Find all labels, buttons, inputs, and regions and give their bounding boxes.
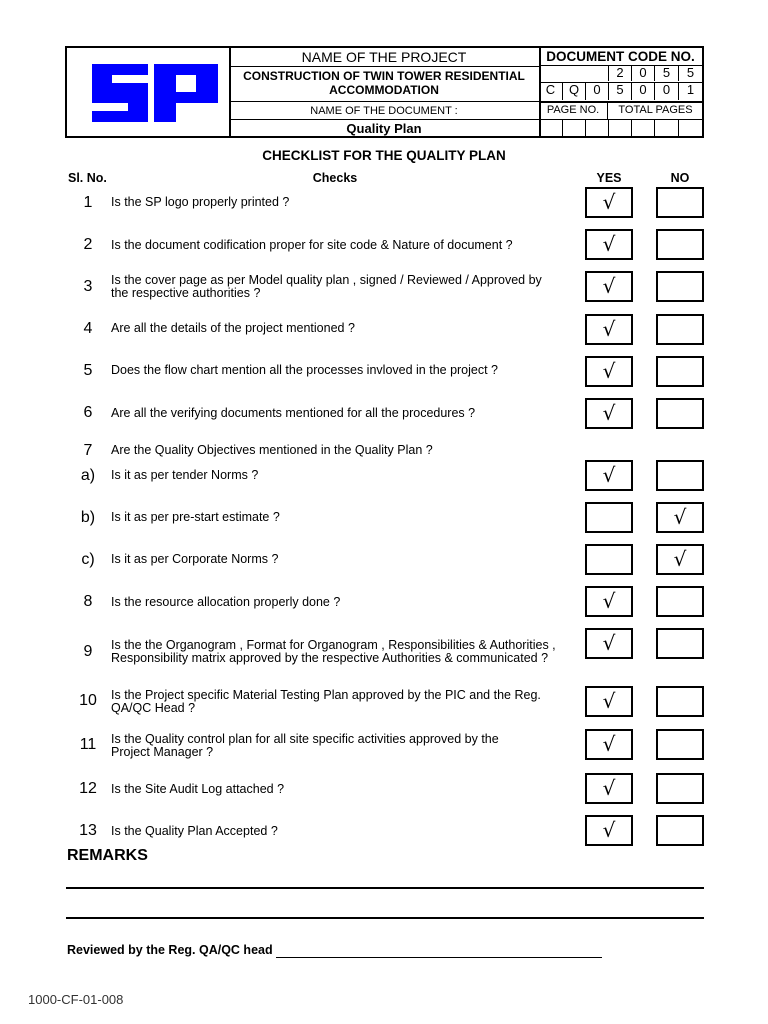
check-question: Is the Quality control plan for all site specific activities approved by the Project Manager ? xyxy=(111,732,499,759)
code-digit: 0 xyxy=(631,65,654,81)
form-code: 1000-CF-01-008 xyxy=(28,992,124,1007)
check-mark-icon: √ xyxy=(602,401,616,425)
check-mark-icon: √ xyxy=(602,589,616,613)
page-no-label: PAGE NO. xyxy=(546,104,600,116)
yes-checkbox[interactable] xyxy=(585,815,633,846)
column-header-yes: YES xyxy=(596,171,622,185)
code-digit: 0 xyxy=(631,82,654,100)
remarks-label: REMARKS xyxy=(67,847,148,864)
yes-checkbox[interactable] xyxy=(585,586,633,617)
code-digit: 5 xyxy=(608,82,631,100)
check-mark-icon: √ xyxy=(673,547,687,571)
check-question: Are all the details of the project mentioned ? xyxy=(111,321,355,335)
item-number: 4 xyxy=(83,320,93,337)
yes-checkbox[interactable] xyxy=(585,460,633,491)
check-question: Is it as per Corporate Norms ? xyxy=(111,552,279,566)
code-digit: 2 xyxy=(608,65,631,81)
code-digit: 0 xyxy=(654,82,678,100)
code-digit: 5 xyxy=(678,65,702,81)
no-checkbox[interactable] xyxy=(656,544,704,575)
code-digit: Q xyxy=(562,82,585,100)
no-checkbox[interactable] xyxy=(656,815,704,846)
item-number: 10 xyxy=(79,692,97,709)
project-name: CONSTRUCTION OF TWIN TOWER RESIDENTIAL ACCOMMODATION xyxy=(243,69,525,97)
check-question: Is the Site Audit Log attached ? xyxy=(111,782,285,796)
item-number: c) xyxy=(81,551,95,568)
yes-checkbox[interactable] xyxy=(585,686,633,717)
no-checkbox[interactable] xyxy=(656,187,704,218)
no-checkbox[interactable] xyxy=(656,586,704,617)
column-header-no: NO xyxy=(670,171,690,185)
document-header xyxy=(65,46,704,138)
check-question: Does the flow chart mention all the processes invloved in the project ? xyxy=(111,363,499,377)
code-digit: 5 xyxy=(654,65,678,81)
item-number: 12 xyxy=(79,780,97,797)
no-checkbox[interactable] xyxy=(656,686,704,717)
no-checkbox[interactable] xyxy=(656,628,704,659)
project-label: NAME OF THE PROJECT xyxy=(301,49,467,65)
sp-logo xyxy=(92,64,218,122)
check-question: Is the resource allocation properly done ? xyxy=(111,595,341,609)
check-mark-icon: √ xyxy=(602,232,616,256)
item-number: 8 xyxy=(83,593,93,610)
item-number: b) xyxy=(80,509,96,526)
document-code-label: DOCUMENT CODE NO. xyxy=(546,49,695,64)
check-mark-icon: √ xyxy=(602,317,616,341)
code-digit: 1 xyxy=(678,82,702,100)
code-digit: 0 xyxy=(585,82,608,100)
page-number-boxes xyxy=(539,120,702,136)
yes-checkbox[interactable] xyxy=(585,398,633,429)
signature-line[interactable] xyxy=(276,957,602,958)
no-checkbox[interactable] xyxy=(656,229,704,260)
yes-checkbox[interactable] xyxy=(585,502,633,533)
item-number: 2 xyxy=(83,236,93,253)
project-cell xyxy=(229,48,541,136)
item-number: 13 xyxy=(79,822,97,839)
check-mark-icon: √ xyxy=(602,776,616,800)
yes-checkbox[interactable] xyxy=(585,729,633,760)
item-number: 11 xyxy=(79,736,97,753)
check-mark-icon: √ xyxy=(602,818,616,842)
check-mark-icon: √ xyxy=(602,359,616,383)
yes-checkbox[interactable] xyxy=(585,271,633,302)
check-mark-icon: √ xyxy=(602,190,616,214)
check-question: Is the SP logo properly printed ? xyxy=(111,195,290,209)
check-mark-icon: √ xyxy=(602,689,616,713)
document-code-row-2 xyxy=(539,82,702,100)
yes-checkbox[interactable] xyxy=(585,356,633,387)
check-mark-icon: √ xyxy=(602,463,616,487)
check-mark-icon: √ xyxy=(602,274,616,298)
code-digit xyxy=(562,65,585,81)
yes-checkbox[interactable] xyxy=(585,187,633,218)
item-number: 3 xyxy=(83,278,93,295)
total-pages-label: TOTAL PAGES xyxy=(618,104,693,116)
check-mark-icon: √ xyxy=(673,505,687,529)
item-number: 5 xyxy=(83,362,93,379)
check-question: Is the document codification proper for site code & Nature of document ? xyxy=(111,238,513,252)
code-digit xyxy=(585,65,608,81)
check-question: Is it as per tender Norms ? xyxy=(111,468,259,482)
item-number: 9 xyxy=(83,643,93,660)
column-header-checks: Checks xyxy=(312,171,358,185)
document-label: NAME OF THE DOCUMENT : xyxy=(310,105,458,117)
document-name: Quality Plan xyxy=(346,121,422,136)
check-question: Is the Quality Plan Accepted ? xyxy=(111,824,278,838)
check-question: Are all the verifying documents mentioned for all the procedures ? xyxy=(111,406,476,420)
yes-checkbox[interactable] xyxy=(585,229,633,260)
code-digit xyxy=(539,65,562,81)
no-checkbox[interactable] xyxy=(656,729,704,760)
column-header-slno: Sl. No. xyxy=(68,171,107,185)
no-checkbox[interactable] xyxy=(656,356,704,387)
no-checkbox[interactable] xyxy=(656,398,704,429)
check-mark-icon: √ xyxy=(602,732,616,756)
yes-checkbox[interactable] xyxy=(585,628,633,659)
check-mark-icon: √ xyxy=(602,631,616,655)
no-checkbox[interactable] xyxy=(656,460,704,491)
check-question: Is it as per pre-start estimate ? xyxy=(111,510,280,524)
reviewed-by-label: Reviewed by the Reg. QA/QC head xyxy=(67,943,273,957)
check-question: Are the Quality Objectives mentioned in the Quality Plan ? xyxy=(111,443,433,457)
code-digit: C xyxy=(545,82,556,97)
item-number: a) xyxy=(80,467,96,484)
no-checkbox[interactable] xyxy=(656,314,704,345)
check-question: Is the the Organogram , Format for Organogram , Responsibilities & Authorities , Responsibility matrix approved by the respective Authorities & communicated ? xyxy=(111,638,556,665)
no-checkbox[interactable] xyxy=(656,773,704,804)
yes-checkbox[interactable] xyxy=(585,544,633,575)
remarks-line[interactable] xyxy=(66,917,704,919)
document-code-cell xyxy=(539,48,702,136)
no-checkbox[interactable] xyxy=(656,502,704,533)
logo-cell xyxy=(67,48,231,136)
remarks-line[interactable] xyxy=(66,887,704,889)
yes-checkbox[interactable] xyxy=(585,773,633,804)
no-checkbox[interactable] xyxy=(656,271,704,302)
check-question: Is the Project specific Material Testing Plan approved by the PIC and the Reg. QA/QC Head ? xyxy=(111,688,541,715)
item-number: 6 xyxy=(83,404,93,421)
item-number: 7 xyxy=(83,442,93,459)
document-code-row-1 xyxy=(539,65,702,81)
check-question: Is the cover page as per Model quality plan , signed / Reviewed / Approved by the respective authorities ? xyxy=(111,273,542,300)
yes-checkbox[interactable] xyxy=(585,314,633,345)
checklist-title: CHECKLIST FOR THE QUALITY PLAN xyxy=(262,148,506,163)
item-number: 1 xyxy=(83,194,93,211)
